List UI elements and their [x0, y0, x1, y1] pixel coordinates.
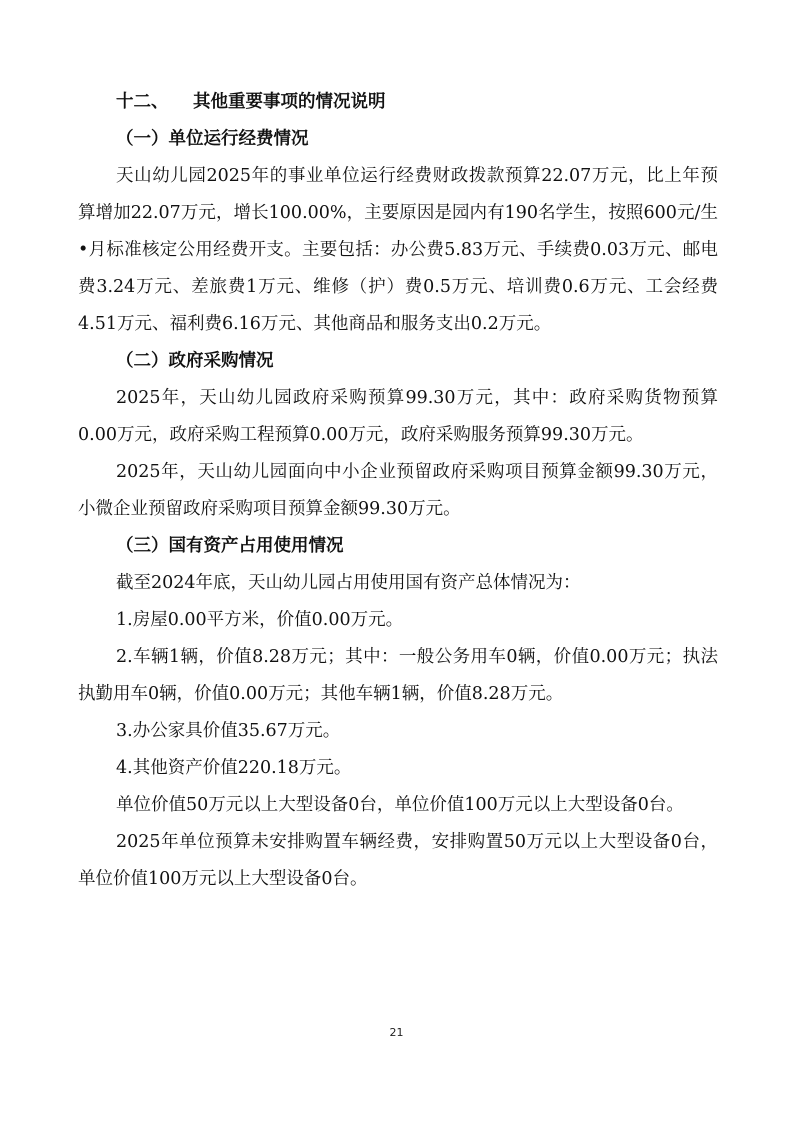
- subsection-1-title: （一）单位运行经费情况: [116, 129, 309, 149]
- budget-plan-paragraph: 2025年单位预算未安排购置车辆经费，安排购置50万元以上大型设备0台，单位价值100万元以上大型设备0台。: [78, 832, 718, 889]
- subsection-3-title: （三）国有资产占用使用情况: [116, 536, 344, 556]
- asset-item-1: 1.房屋0.00平方米，价值0.00万元。: [116, 610, 404, 630]
- subsection-2-paragraph-1: 2025年，天山幼儿园政府采购预算99.30万元，其中：政府采购货物预算0.00万元，政府采购工程预算0.00万元，政府采购服务预算99.30万元。: [78, 388, 718, 445]
- subsection-2-title: （二）政府采购情况: [116, 351, 274, 371]
- document-page: [78, 84, 718, 898]
- asset-item-3: 3.办公家具价值35.67万元。: [116, 721, 341, 741]
- section-heading: [78, 84, 718, 121]
- section-number: 十二、: [116, 92, 169, 112]
- asset-item-4: 4.其他资产价值220.18万元。: [116, 758, 352, 778]
- subsection-2-paragraph-2: 2025年，天山幼儿园面向中小企业预留政府采购项目预算金额99.30万元，小微企业预留政府采购项目预算金额99.30万元。: [78, 462, 718, 519]
- subsection-1-paragraph: 天山幼儿园2025年的事业单位运行经费财政拨款预算22.07万元，比上年预算增加22.07万元，增长100.00%，主要原因是园内有190名学生，按照600元/生•月标准核定公用经费开支。主要包括：办公费5.83万元、手续费0.03万元、邮电费3.24万元、差旅费1万元、维修（护）费0.5万元、培训费0.6万元、工会经费4.51万元、福利费6.16万元、其他商品和服务支出0.2万元。: [78, 166, 718, 334]
- section-title: 其他重要事项的情况说明: [193, 92, 386, 112]
- equipment-paragraph: 单位价值50万元以上大型设备0台，单位价值100万元以上大型设备0台。: [116, 795, 684, 815]
- asset-item-2: 2.车辆1辆，价值8.28万元；其中：一般公务用车0辆，价值0.00万元；执法执勤用车0辆，价值0.00万元；其他车辆1辆，价值8.28万元。: [78, 647, 718, 704]
- subsection-3-intro: 截至2024年底，天山幼儿园占用使用国有资产总体情况为：: [116, 573, 581, 593]
- page-number: 21: [389, 1026, 404, 1039]
